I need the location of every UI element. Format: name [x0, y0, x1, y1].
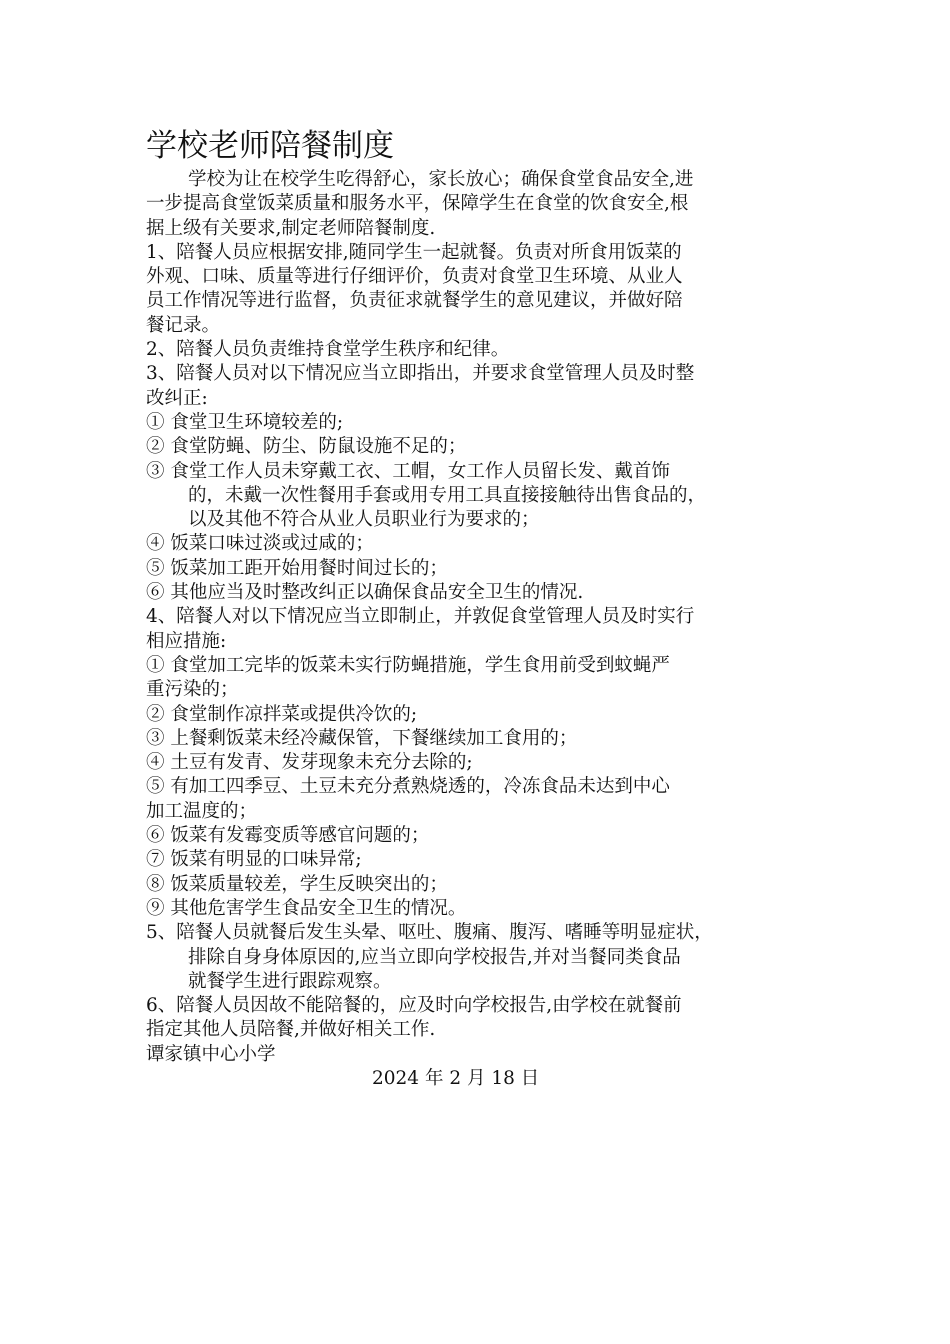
list-item: ④ 土豆有发青、发芽现象未充分去除的;	[146, 752, 473, 774]
paragraph-line: 6、陪餐人员因故不能陪餐的，应及时向学校报告,由学校在就餐前	[146, 995, 682, 1017]
list-item: ⑥ 饭菜有发霉变质等感官问题的；	[146, 825, 430, 847]
list-item: ⑧ 饭菜质量较差，学生反映突出的；	[146, 873, 448, 895]
paragraph-line: 5、陪餐人员就餐后发生头晕、呕吐、腹痛、腹泻、嗜睡等明显症状，	[146, 922, 713, 944]
list-item: ③ 上餐剩饭菜未经冷藏保管，下餐继续加工食用的；	[146, 727, 578, 749]
paragraph-line: 员工作情况等进行监督，负责征求就餐学生的意见建议，并做好陪	[146, 290, 683, 312]
list-item-continuation: 加工温度的；	[146, 800, 258, 822]
paragraph-line: 改纠正:	[146, 387, 208, 409]
paragraph-line: 据上级有关要求,制定老师陪餐制度.	[146, 217, 436, 239]
paragraph-line: 4、陪餐人对以下情况应当立即制止，并敦促食堂管理人员及时实行	[146, 606, 695, 628]
list-item: ③ 食堂工作人员未穿戴工衣、工帽，女工作人员留长发、戴首饰	[146, 460, 670, 482]
paragraph-line: 排除自身身体原因的,应当立即向学校报告,并对当餐同类食品	[188, 946, 681, 968]
list-item: ① 食堂卫生环境较差的;	[146, 411, 344, 433]
list-item: ⑥ 其他应当及时整改纠正以确保食品安全卫生的情况.	[146, 582, 584, 604]
list-item: ② 食堂制作凉拌菜或提供冷饮的;	[146, 703, 418, 725]
list-item-continuation: 的，未戴一次性餐用手套或用专用工具直接接触待出售食品的，	[188, 484, 707, 506]
document-date: 2024 年 2 月 18 日	[372, 1067, 540, 1089]
list-item-continuation: 以及其他不符合从业人员职业行为要求的；	[188, 509, 540, 531]
paragraph-line: 就餐学生进行跟踪观察。	[188, 970, 392, 992]
list-item-continuation: 重污染的；	[146, 679, 239, 701]
paragraph-line: 一步提高食堂饭菜质量和服务水平，保障学生在食堂的饮食安全,根	[146, 193, 689, 215]
paragraph-line: 外观、口味、质量等进行仔细评价，负责对食堂卫生环境、从业人	[146, 266, 683, 288]
paragraph-line: 餐记录。	[146, 314, 221, 336]
document-title: 学校老师陪餐制度	[146, 128, 394, 164]
list-item: ② 食堂防蝇、防尘、防鼠设施不足的；	[146, 436, 467, 458]
list-item: ⑤ 饭菜加工距开始用餐时间过长的；	[146, 557, 448, 579]
school-name: 谭家镇中心小学	[146, 1043, 276, 1065]
paragraph-line: 学校为让在校学生吃得舒心，家长放心；确保食堂食品安全,进	[188, 169, 694, 190]
paragraph-line: 指定其他人员陪餐,并做好相关工作.	[146, 1019, 436, 1041]
paragraph-line: 相应措施:	[146, 630, 227, 652]
list-item: ⑦ 饭菜有明显的口味异常;	[146, 849, 362, 871]
list-item: ⑤ 有加工四季豆、土豆未充分煮熟烧透的，冷冻食品未达到中心	[146, 776, 670, 798]
list-item: ① 食堂加工完毕的饭菜未实行防蝇措施，学生食用前受到蚊蝇严	[146, 654, 670, 676]
list-item: ⑨ 其他危害学生食品安全卫生的情况。	[146, 897, 467, 919]
list-item: ④ 饭菜口味过淡或过咸的；	[146, 533, 374, 555]
paragraph-line: 2、陪餐人员负责维持食堂学生秩序和纪律。	[146, 339, 510, 361]
paragraph-line: 1、陪餐人员应根据安排,随同学生一起就餐。负责对所食用饭菜的	[146, 241, 682, 263]
paragraph-line: 3、陪餐人员对以下情况应当立即指出，并要求食堂管理人员及时整	[146, 363, 695, 385]
document-page	[146, 126, 826, 1091]
